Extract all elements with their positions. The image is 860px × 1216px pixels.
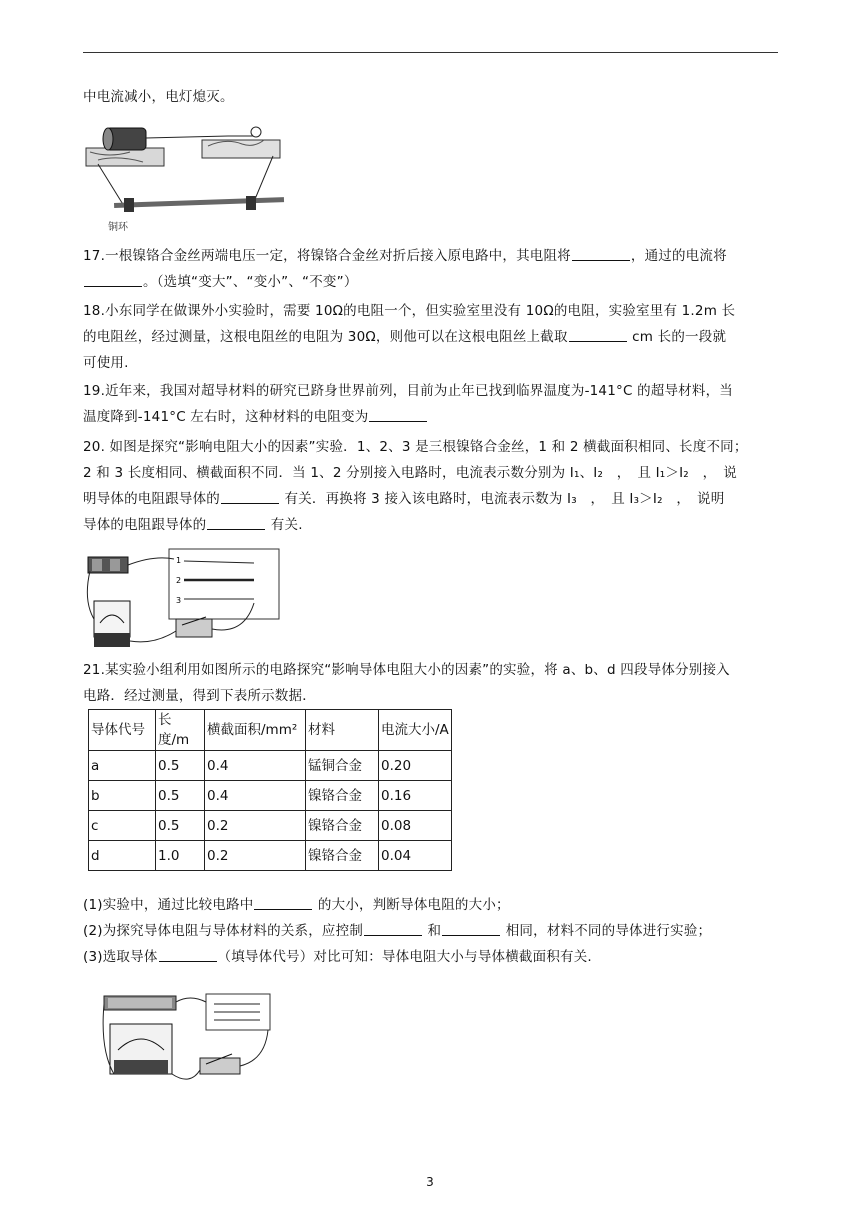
table-cell: 0.2 (205, 811, 306, 841)
text-segment: 导体的电阻跟导体的 (83, 517, 207, 533)
page-number: 3 (426, 1175, 434, 1189)
table-cell: d (89, 841, 156, 871)
q20-line1: 20. 如图是探究“影响电阻大小的因素”实验．1、2、3 是三根镍铬合金丝，1 和 2 横截面积相同、长度不同； (83, 439, 748, 455)
answer-blank[interactable] (442, 922, 500, 936)
table-cell: b (89, 781, 156, 811)
text-segment: 温度降到-141°C 左右时，这种材料的电阻变为 (83, 409, 369, 425)
table-row (89, 781, 452, 811)
table-cell: 0.16 (379, 781, 452, 811)
answer-blank[interactable] (569, 328, 627, 342)
header-cell: 长度/m (156, 710, 205, 751)
text-segment: 有关. (266, 517, 303, 533)
figure-solenoid-circuit (78, 118, 288, 238)
q16-tail: 中电流减小，电灯熄灭。 (83, 89, 234, 105)
text-segment: (2)为探究导体电阻与导体材料的关系，应控制 (83, 923, 364, 939)
figure-resistance-board-circuit (84, 545, 284, 653)
wire-label-3: 3 (176, 596, 182, 605)
table-cell: 0.5 (156, 811, 205, 841)
answer-blank[interactable] (84, 273, 142, 287)
text-segment: 相同，材料不同的导体进行实验； (501, 923, 712, 939)
q18-line3: 可使用. (83, 355, 129, 371)
text-segment: （填导体代号）对比可知：导体电阻大小与导体横截面积有关. (217, 949, 592, 965)
text-segment: 的电阻丝，经过测量，这根电阻丝的电阻为 30Ω，则他可以在这根电阻丝上截取 (83, 329, 568, 345)
q20-line3 (83, 489, 724, 509)
table-cell: 锰铜合金 (306, 751, 379, 781)
table-cell: 0.04 (379, 841, 452, 871)
q18-line1: 18.小东同学在做课外小实验时，需要 10Ω的电阻一个，但实验室里没有 10Ω的电阻，实验室里有 1.2m 长 (83, 303, 736, 319)
answer-blank[interactable] (369, 408, 427, 422)
table-row (89, 751, 452, 781)
table-cell: 1.0 (156, 841, 205, 871)
table-cell: 0.20 (379, 751, 452, 781)
table-row (89, 841, 452, 871)
text-segment: 17.一根镍铬合金丝两端电压一定，将镍铬合金丝对折后接入原电路中，其电阻将 (83, 248, 571, 264)
text-segment: (3)选取导体 (83, 949, 158, 965)
table-header-row (89, 710, 452, 751)
text-segment: (1)实验中，通过比较电路中 (83, 897, 254, 913)
table-cell: 0.4 (205, 751, 306, 781)
q21-sub1 (83, 895, 510, 915)
table-cell: a (89, 751, 156, 781)
table-cell: 镍铬合金 (306, 781, 379, 811)
header-rule (83, 52, 778, 53)
answer-blank[interactable] (364, 922, 422, 936)
text-segment: 明导体的电阻跟导体的 (83, 491, 220, 507)
wire-label-2: 2 (176, 576, 182, 585)
header-cell: 横截面积/mm² (205, 710, 306, 751)
table-cell: 镍铬合金 (306, 811, 379, 841)
wire-label-1: 1 (176, 556, 182, 565)
table-cell: 0.08 (379, 811, 452, 841)
q17-line2 (83, 272, 358, 292)
q21-sub2 (83, 921, 711, 941)
text-segment: 有关．再换将 3 接入该电路时，电流表示数为 I₃ ， 且 I₃＞I₂ ， 说明 (280, 491, 725, 507)
table-cell: 0.5 (156, 751, 205, 781)
answer-blank[interactable] (572, 247, 630, 261)
figure-experiment-circuit (100, 990, 278, 1092)
table-cell: 0.5 (156, 781, 205, 811)
text-segment: ，通过的电流将 (630, 248, 727, 264)
q17-line1 (83, 246, 727, 266)
q19-line1: 19.近年来，我国对超导材料的研究已跻身世界前列，目前为止年已找到临界温度为-141°C 的超导材料，当 (83, 383, 733, 399)
answer-blank[interactable] (159, 948, 217, 962)
answer-blank[interactable] (221, 490, 279, 504)
header-cell: 导体代号 (89, 710, 156, 751)
q18-line2 (83, 327, 726, 347)
q19-line2 (83, 407, 428, 427)
text-segment: 。（选填“变大”、“变小”、“不变”） (143, 274, 358, 290)
answer-blank[interactable] (207, 516, 265, 530)
q21-line1: 21.某实验小组利用如图所示的电路探究“影响导体电阻大小的因素”的实验，将 a、b、d 四段导体分别接入 (83, 662, 730, 678)
table-cell: 0.2 (205, 841, 306, 871)
answer-blank[interactable] (254, 896, 312, 910)
table-cell: c (89, 811, 156, 841)
q20-line2: 2 和 3 长度相同、横截面积不同．当 1、2 分别接入电路时，电流表示数分别为 I₁、I₂ ， 且 I₁＞I₂ ， 说 (83, 465, 737, 481)
header-cell: 电流大小/A (379, 710, 452, 751)
table-cell: 0.4 (205, 781, 306, 811)
table-cell: 镍铬合金 (306, 841, 379, 871)
text-segment: 的大小，判断导体电阻的大小； (313, 897, 510, 913)
header-cell: 材料 (306, 710, 379, 751)
fig1-caption: 铜环 (108, 222, 128, 233)
text-segment: cm 长的一段就 (627, 329, 727, 345)
q20-line4 (83, 515, 303, 535)
q21-line2: 电路．经过测量，得到下表所示数据． (83, 688, 316, 704)
table-row (89, 811, 452, 841)
data-table (88, 709, 452, 871)
text-segment: 和 (423, 923, 442, 939)
q21-sub3 (83, 947, 592, 967)
